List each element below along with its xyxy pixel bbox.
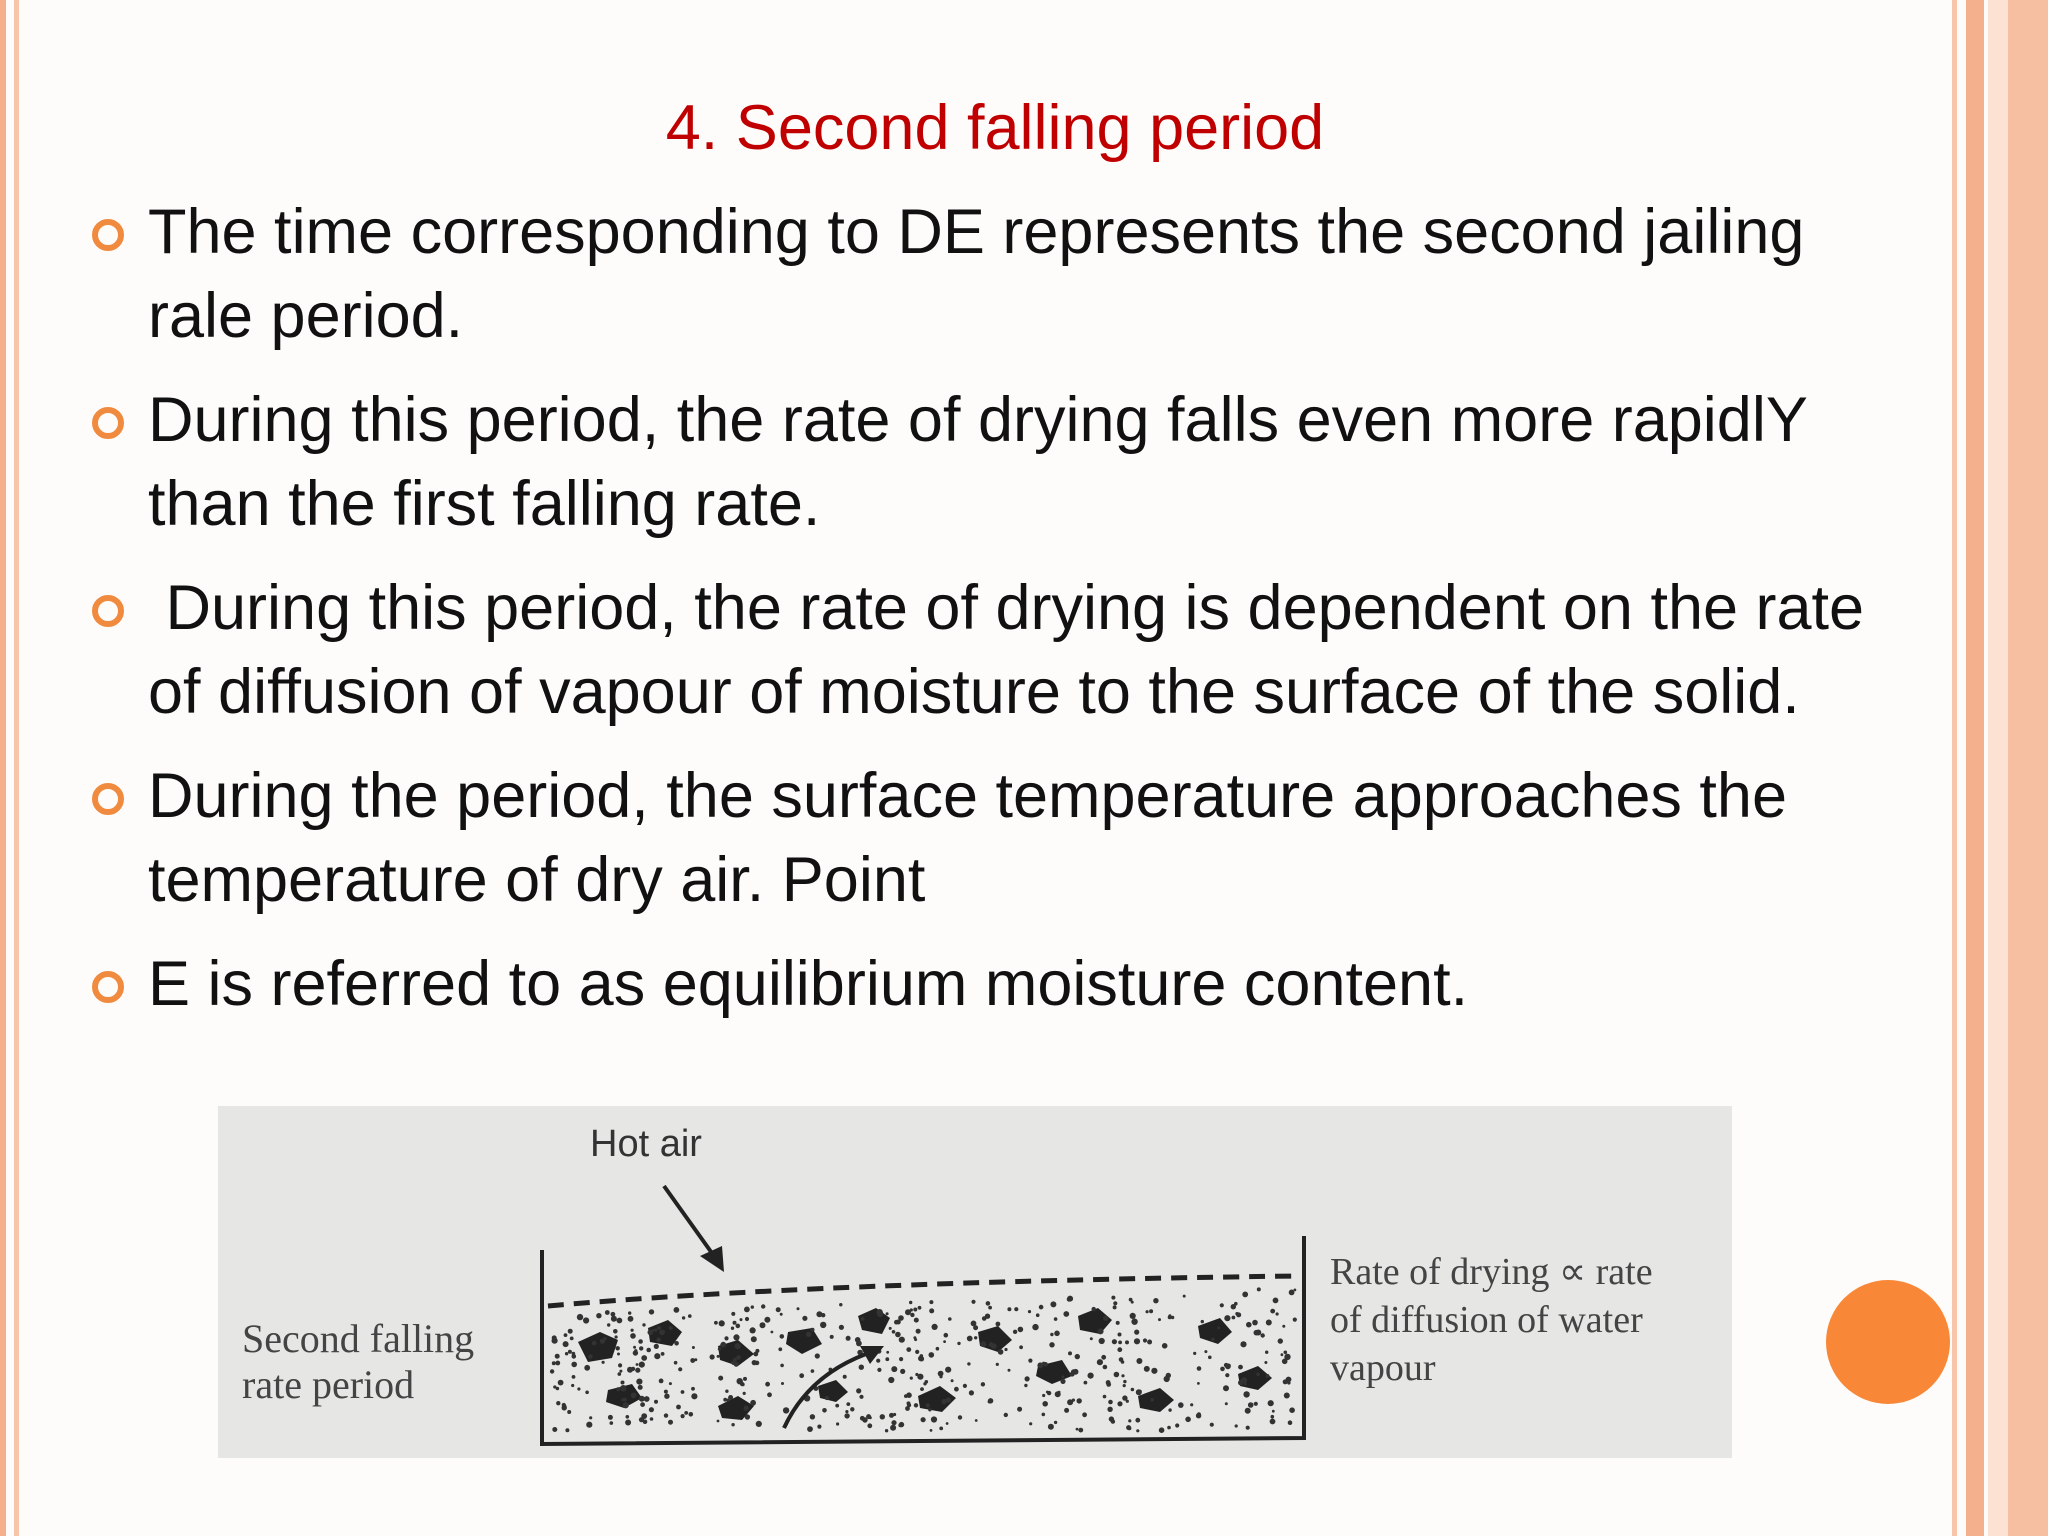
drying-diagram <box>218 1106 1732 1458</box>
bullet-text: During this period, the rate of drying is dependent on the rate of diffusion of vapour of moisture to the surface of the solid. <box>148 573 1882 727</box>
left-label-line2: rate period <box>242 1362 415 1407</box>
bullet-item <box>92 754 1922 922</box>
moisture-surface-line <box>548 1276 1298 1306</box>
hot-air-label: Hot air <box>590 1123 702 1165</box>
bullet-circle-icon <box>92 595 124 627</box>
hot-air-arrow <box>664 1186 714 1256</box>
solid-particles <box>578 1308 1272 1420</box>
bullet-item <box>92 566 1922 734</box>
bullet-circle-icon <box>92 407 124 439</box>
bullet-circle-icon <box>92 971 124 1003</box>
right-border-stripe <box>1966 0 1984 1536</box>
bullet-text: During the period, the surface temperature approaches the temperature of dry air. Point <box>148 761 1787 915</box>
right-label-line1: Rate of drying ∝ rate <box>1330 1251 1653 1293</box>
decorative-orange-circle <box>1826 1280 1950 1404</box>
bullet-item <box>92 190 1922 358</box>
bullet-text: E is referred to as equilibrium moisture content. <box>148 949 1469 1019</box>
bullet-item <box>92 378 1922 546</box>
drying-diagram-figure <box>218 1106 1732 1458</box>
right-border-stripe-inner <box>1952 0 1957 1536</box>
bullet-text: During this period, the rate of drying falls even more rapidlY than the first falling rate. <box>148 385 1807 539</box>
bullet-item <box>92 942 1922 1026</box>
right-border-edge <box>2008 0 2048 1536</box>
right-label-line2: of diffusion of water <box>1330 1299 1643 1341</box>
bullet-text: The time corresponding to DE represents the second jailing rale period. <box>148 197 1805 351</box>
right-label-line3: vapour <box>1330 1347 1436 1389</box>
bullet-list <box>92 190 1922 1046</box>
bullet-circle-icon <box>92 219 124 251</box>
left-label-line1: Second falling <box>242 1316 475 1361</box>
bullet-circle-icon <box>92 783 124 815</box>
left-border-stripe-inner <box>14 0 19 1536</box>
left-border-stripe <box>0 0 6 1536</box>
stipple-dots <box>550 1287 1297 1433</box>
slide-title: 4. Second falling period <box>665 93 1325 163</box>
